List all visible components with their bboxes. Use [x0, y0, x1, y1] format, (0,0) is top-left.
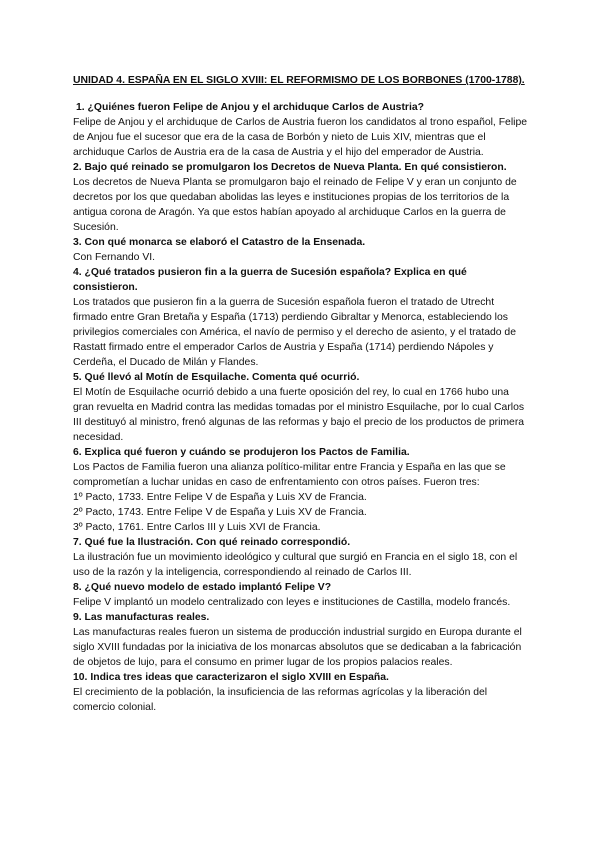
- question-10: 10. Indica tres ideas que caracterizaron el siglo XVIII en España.: [73, 672, 389, 683]
- answer-5: El Motín de Esquilache ocurrió debido a una fuerte oposición del rey, lo cual en 1766 hubo una gran revuelta en Madrid contra las medidas tomadas por el ministro Esquilache, por lo cual Carlos III destituyó al ministro, frenó algunas de las reformas y bajo el precio de los productos de primera necesidad.: [73, 387, 525, 443]
- answer-2: Los decretos de Nueva Planta se promulgaron bajo el reinado de Felipe V y eran un conjunto de decretos por los que quedaban abolidas las leyes e instituciones propias de los territorios de la antigua corona de Aragón. Ya que estos habían apoyado al archiduque Carlos en la guerra de Sucesión.: [73, 177, 517, 233]
- question-6: 6. Explica qué fueron y cuándo se produjeron los Pactos de Familia.: [73, 447, 410, 458]
- answer-8: Felipe V implantó un modelo centralizado con leyes e instituciones de Castilla, modelo francés.: [73, 597, 511, 608]
- question-7: 7. Qué fue la Ilustración. Con qué reinado correspondió.: [73, 537, 351, 548]
- answer-6: Los Pactos de Familia fueron una alianza político-militar entre Francia y España en las que se comprometían a luchar unidas en caso de enfrentamiento con otros países. Fueron tres:: [73, 462, 506, 488]
- pact-list-item-2: 2º Pacto, 1743. Entre Felipe V de España y Luis XV de Francia.: [73, 507, 367, 518]
- pact-list-item-1: 1º Pacto, 1733. Entre Felipe V de España y Luis XV de Francia.: [73, 492, 367, 503]
- answer-7: La ilustración fue un movimiento ideológico y cultural que surgió en Francia en el siglo 18, con el uso de la razón y la inteligencia, correspondiendo al reinado de Carlos III.: [73, 552, 518, 578]
- answer-9: Las manufacturas reales fueron un sistema de producción industrial surgido en Europa durante el siglo XVIII fundadas por la iniciativa de los monarcas absolutos que se dedicaban a la fabricación de objetos de lujo, para el consumo en primer lugar de los propios palacios reales.: [73, 627, 522, 668]
- document-title: UNIDAD 4. ESPAÑA EN EL SIGLO XVIII: EL REFORMISMO DE LOS BORBONES (1700-1788).: [73, 75, 525, 86]
- answer-4: Los tratados que pusieron fin a la guerra de Sucesión española fueron el tratado de Utrecht firmado entre Gran Bretaña y España (1713) perdiendo Gibraltar y Menorca, estableciendo los privilegios comerciales con América, el navío de permiso y el derecho de asiento, y el tratado de Rastatt firmado entre el emperador Carlos de Austria y España (1714) perdiendo Nápoles y Cerdeña, el Ducado de Milán y Flandes.: [73, 297, 516, 368]
- answer-1: Felipe de Anjou y el archiduque de Carlos de Austria fueron los candidatos al trono español, Felipe de Anjou fue el sucesor que era de la casa de Borbón y nieto de Luis XIV, mientras que el archiduque Carlos de Austria era de la casa de Austria y el hijo del emperador de Austria.: [73, 117, 528, 158]
- pact-list-item-3: 3º Pacto, 1761. Entre Carlos III y Luis XVI de Francia.: [73, 522, 321, 533]
- question-4: 4. ¿Qué tratados pusieron fin a la guerra de Sucesión española? Explica en qué consistieron.: [73, 267, 467, 293]
- answer-10: El crecimiento de la población, la insuficiencia de las reformas agrícolas y la liberación del comercio colonial.: [73, 687, 488, 713]
- answer-3: Con Fernando VI.: [73, 252, 156, 263]
- question-2: 2. Bajo qué reinado se promulgaron los Decretos de Nueva Planta. En qué consistieron.: [73, 162, 507, 173]
- question-9: 9. Las manufacturas reales.: [73, 612, 210, 623]
- question-1: 1. ¿Quiénes fueron Felipe de Anjou y el archiduque Carlos de Austria?: [76, 102, 424, 113]
- document-body: [73, 73, 531, 715]
- question-8: 8. ¿Qué nuevo modelo de estado implantó Felipe V?: [73, 582, 332, 593]
- question-5: 5. Qué llevó al Motín de Esquilache. Comenta qué ocurrió.: [73, 372, 360, 383]
- question-3: 3. Con qué monarca se elaboró el Catastro de la Ensenada.: [73, 237, 366, 248]
